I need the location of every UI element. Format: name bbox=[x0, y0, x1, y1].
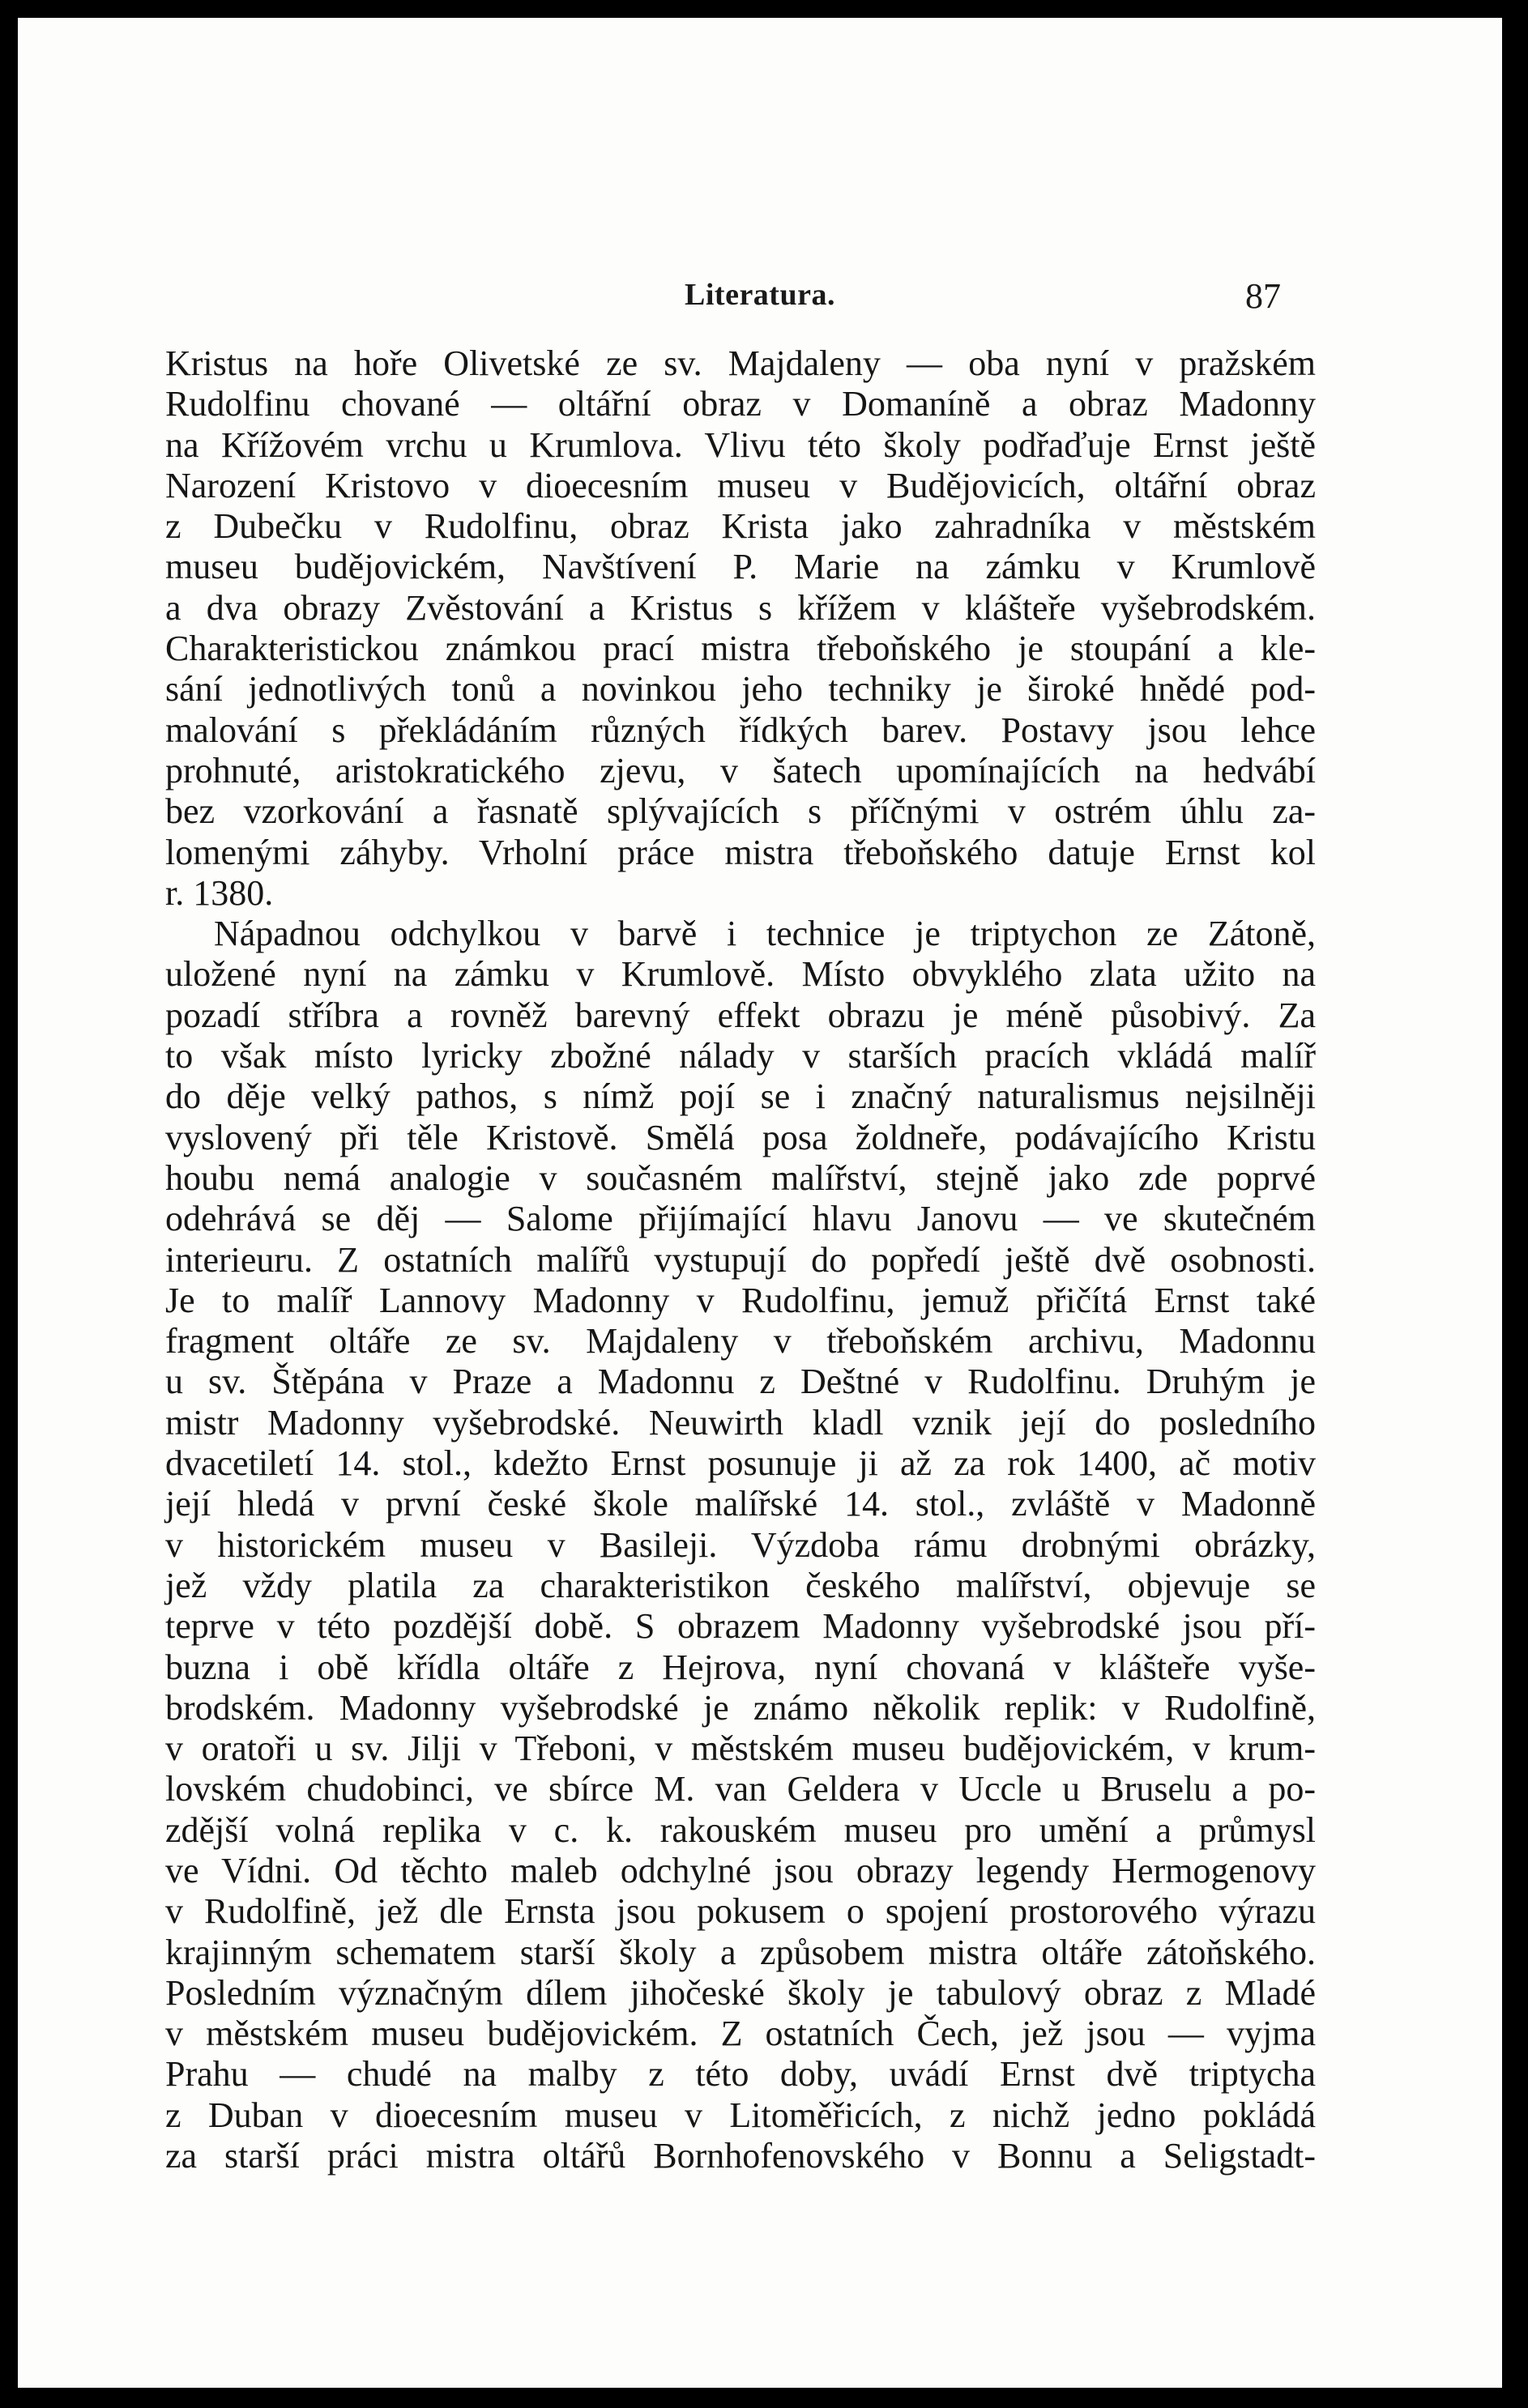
text-line: na Křížovém vrchu u Krumlova. Vlivu této školy podřaďuje Ernst ještě bbox=[165, 424, 1316, 465]
running-title: Literatura. bbox=[685, 278, 835, 312]
text-line: interieuru. Z ostatních malířů vystupují do popředí ještě dvě osobnosti. bbox=[165, 1239, 1316, 1280]
text-line: v historickém museu v Basileji. Výzdoba rámu drobnými obrázky, bbox=[165, 1524, 1316, 1565]
text-line: mistr Madonny vyšebrodské. Neuwirth kladl vznik její do posledního bbox=[165, 1402, 1316, 1443]
text-line: Kristus na hoře Olivetské ze sv. Majdaleny — oba nyní v pražském bbox=[165, 343, 1316, 383]
text-line: do děje velký pathos, s nímž pojí se i značný naturalismus nejsilněji bbox=[165, 1076, 1316, 1117]
text-line: dvacetiletí 14. stol., kdežto Ernst posunuje ji až za rok 1400, ač motiv bbox=[165, 1443, 1316, 1484]
text-line: pozadí stříbra a rovněž barevný effekt obrazu je méně působivý. Za bbox=[165, 995, 1316, 1035]
text-line: a dva obrazy Zvěstování a Kristus s křížem v klášteře vyšebrodském. bbox=[165, 587, 1316, 628]
body-text bbox=[165, 343, 1316, 2176]
text-line: z Dubečku v Rudolfinu, obraz Krista jako zahradníka v městském bbox=[165, 506, 1316, 547]
text-line: u sv. Štěpána v Praze a Madonnu z Deštné v Rudolfinu. Druhým je bbox=[165, 1362, 1316, 1402]
text-line: fragment oltáře ze sv. Majdaleny v třeboňském archivu, Madonnu bbox=[165, 1321, 1316, 1362]
text-line: malování s překládáním různých řídkých barev. Postavy jsou lehce bbox=[165, 710, 1316, 750]
text-line: v městském museu budějovickém. Z ostatních Čech, jež jsou — vyjma bbox=[165, 2014, 1316, 2054]
text-line: v oratoři u sv. Jilji v Třeboni, v městském museu budějovickém, v krum- bbox=[165, 1728, 1316, 1769]
text-line: uložené nyní na zámku v Krumlově. Místo obvyklého zlata užito na bbox=[165, 954, 1316, 995]
text-line: z Duban v dioecesním museu v Litoměřicích, z nichž jedno pokládá bbox=[165, 2095, 1316, 2135]
text-line: buzna i obě křídla oltáře z Hejrova, nyní chovaná v klášteře vyše- bbox=[165, 1647, 1316, 1687]
text-line: ve Vídni. Od těchto maleb odchylné jsou obrazy legendy Hermogenovy bbox=[165, 1850, 1316, 1890]
text-line: prohnuté, aristokratického zjevu, v šatech upomínajících na hedvábí bbox=[165, 750, 1316, 791]
text-line: Nápadnou odchylkou v barvě i technice je triptychon ze Zátoně, bbox=[214, 914, 1316, 954]
text-line: bez vzorkování a řasnatě splývajících s příčnými v ostrém úhlu za- bbox=[165, 791, 1316, 832]
text-line: Je to malíř Lannovy Madonny v Rudolfinu, jemuž přičítá Ernst také bbox=[165, 1280, 1316, 1320]
paragraph bbox=[165, 343, 1316, 914]
text-line: houbu nemá analogie v současném malířství, stejně jako zde poprvé bbox=[165, 1157, 1316, 1198]
text-line: jež vždy platila za charakteristikon českého malířství, objevuje se bbox=[165, 1565, 1316, 1605]
paragraph bbox=[165, 914, 1316, 2176]
text-line: Posledním význačným dílem jihočeské školy je tabulový obraz z Mladé bbox=[165, 1972, 1316, 2013]
text-line: v Rudolfině, jež dle Ernsta jsou pokusem o spojení prostorového výrazu bbox=[165, 1891, 1316, 1932]
text-line: Charakteristickou známkou prací mistra třeboňského je stoupání a kle- bbox=[165, 629, 1316, 669]
book-page bbox=[18, 18, 1502, 2388]
text-line: Narození Kristovo v dioecesním museu v Budějovicích, oltářní obraz bbox=[165, 465, 1316, 505]
text-line: zdější volná replika v c. k. rakouském museu pro umění a průmysl bbox=[165, 1809, 1316, 1850]
text-line: krajinným schematem starší školy a způsobem mistra oltáře zátoňského. bbox=[165, 1932, 1316, 1972]
text-line: lomenými záhyby. Vrholní práce mistra třeboňského datuje Ernst kol bbox=[165, 832, 1316, 872]
text-line: Rudolfinu chované — oltářní obraz v Domaníně a obraz Madonny bbox=[165, 384, 1316, 424]
text-line: museu budějovickém, Navštívení P. Marie na zámku v Krumlově bbox=[165, 547, 1316, 587]
page-number: 87 bbox=[1245, 276, 1281, 316]
text-line: to však místo lyricky zbožné nálady v starších pracích vkládá malíř bbox=[165, 1036, 1316, 1076]
text-line: Prahu — chudé na malby z této doby, uvádí Ernst dvě triptycha bbox=[165, 2054, 1316, 2095]
page-header bbox=[18, 277, 1502, 326]
text-line: r. 1380. bbox=[165, 872, 274, 913]
text-line: brodském. Madonny vyšebrodské je známo několik replik: v Rudolfině, bbox=[165, 1687, 1316, 1728]
text-line: její hledá v první české škole malířské 14. stol., zvláště v Madonně bbox=[165, 1484, 1316, 1524]
text-line: vyslovený při těle Kristově. Smělá posa žoldneře, podávajícího Kristu bbox=[165, 1117, 1316, 1157]
text-line: odehrává se děj — Salome přijímající hlavu Janovu — ve skutečném bbox=[165, 1199, 1316, 1239]
text-line: za starší práci mistra oltářů Bornhofenovského v Bonnu a Seligstadt- bbox=[165, 2136, 1316, 2176]
text-line: teprve v této pozdější době. S obrazem Madonny vyšebrodské jsou pří- bbox=[165, 1606, 1316, 1647]
text-line: sání jednotlivých tonů a novinkou jeho techniky je široké hnědé pod- bbox=[165, 669, 1316, 710]
text-line: lovském chudobinci, ve sbírce M. van Geldera v Uccle u Bruselu a po- bbox=[165, 1769, 1316, 1809]
